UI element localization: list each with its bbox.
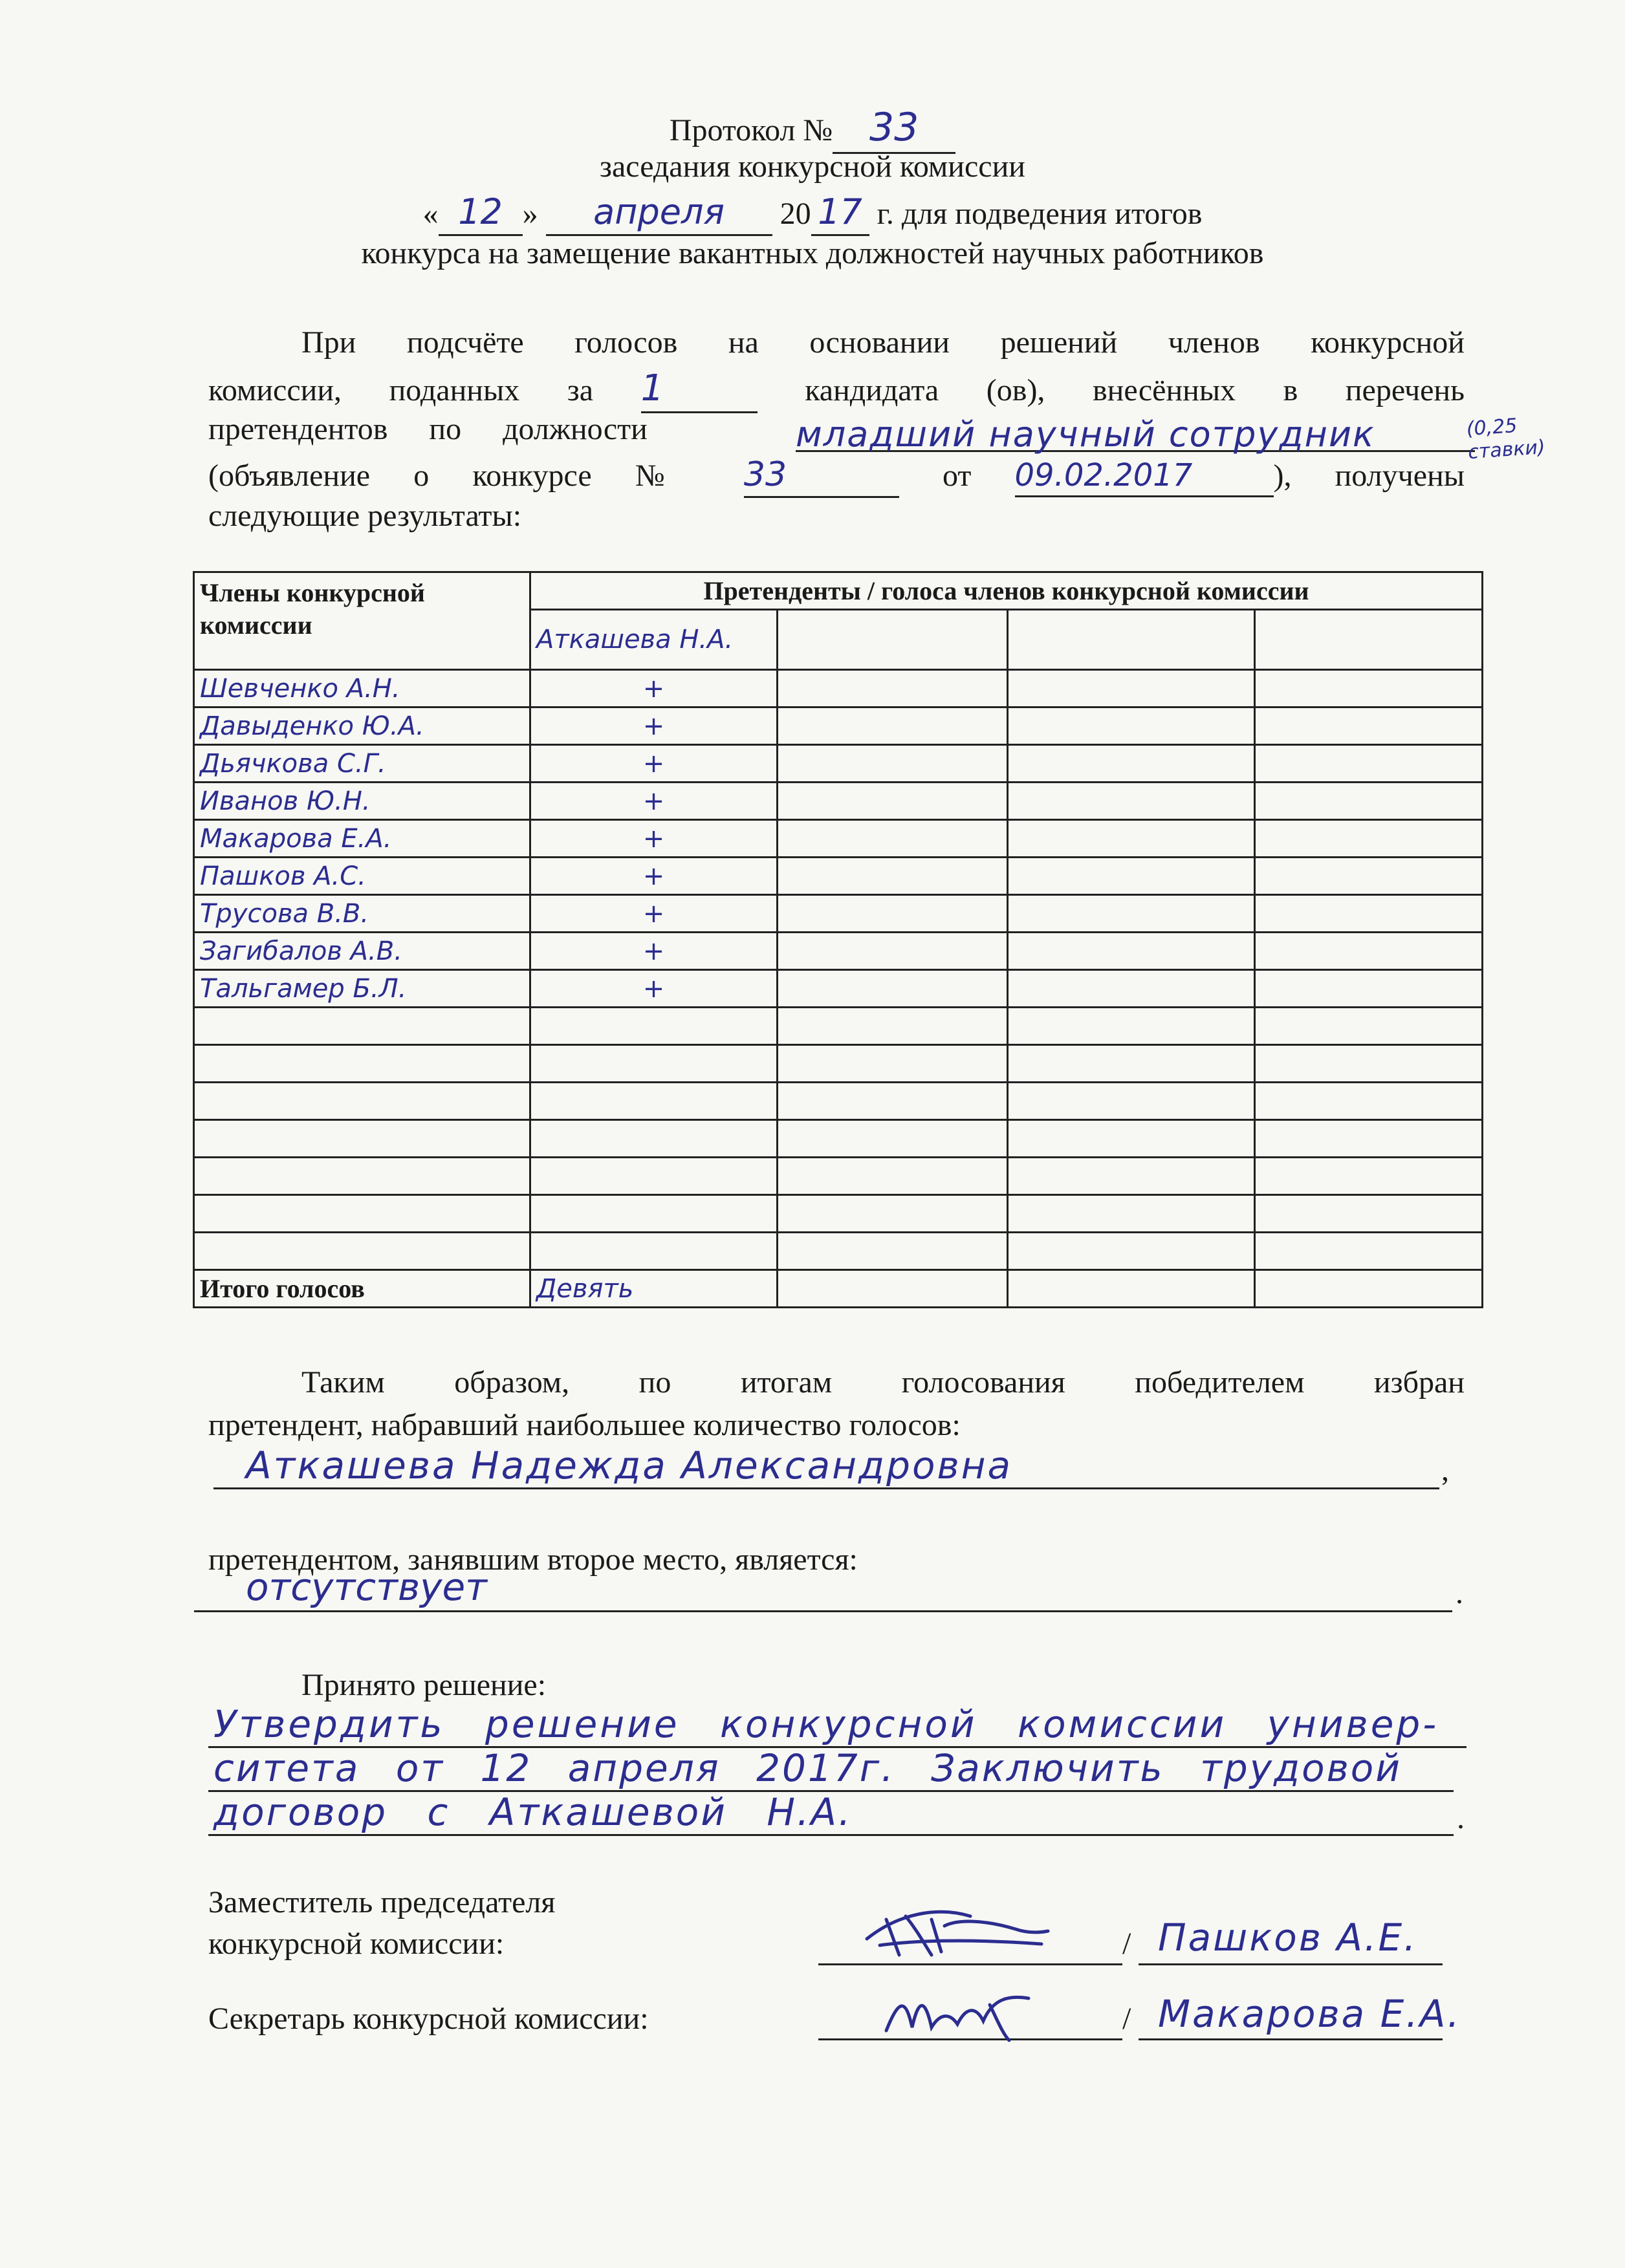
table-row bbox=[194, 670, 1483, 707]
second-place-punct: . bbox=[1456, 1576, 1463, 1610]
year-field bbox=[811, 190, 869, 236]
result-line-1: Таким образом, по итогам голосования победителем избран bbox=[301, 1365, 1465, 1399]
announcement-no-field bbox=[744, 454, 899, 498]
intro-line-3-label: претендентов по должности bbox=[208, 412, 648, 446]
empty-cell bbox=[1008, 970, 1255, 1008]
deputy-slash: / bbox=[1122, 1927, 1131, 1961]
empty-cell bbox=[1008, 933, 1255, 970]
vote-mark: + bbox=[530, 820, 778, 858]
member-name: Тальгамер Б.Л. bbox=[194, 970, 530, 1008]
intro-text-4c: ), получены bbox=[1273, 459, 1465, 493]
decision-text-1: Утвердить решение конкурсной комиссии универ- bbox=[213, 1702, 1439, 1746]
vote-mark: + bbox=[530, 933, 778, 970]
empty-cell bbox=[778, 858, 1008, 895]
total-label: Итого голосов bbox=[194, 1270, 530, 1308]
candidate-1-name: Аткашева Н.А. bbox=[530, 610, 778, 670]
header-line-2: заседания конкурсной комиссии bbox=[600, 149, 1025, 184]
decision-line-3 bbox=[208, 1834, 1454, 1836]
vote-mark: + bbox=[530, 745, 778, 783]
vote-mark: + bbox=[530, 670, 778, 707]
date-day-field bbox=[439, 190, 523, 236]
deputy-title-1: Заместитель председателя bbox=[208, 1885, 556, 1919]
candidates-count: 1 bbox=[640, 367, 664, 409]
candidates-count-field bbox=[641, 366, 758, 413]
empty-row bbox=[194, 1158, 1483, 1195]
empty-cell bbox=[778, 933, 1008, 970]
vote-mark: + bbox=[530, 707, 778, 745]
second-place-label: претендентом, занявшим второе место, является: bbox=[208, 1542, 858, 1577]
title-prefix: Протокол № bbox=[669, 113, 833, 147]
member-name: Иванов Ю.Н. bbox=[194, 783, 530, 820]
vote-mark: + bbox=[530, 970, 778, 1008]
member-name: Трусова В.В. bbox=[194, 895, 530, 933]
empty-row bbox=[194, 1083, 1483, 1120]
protocol-title bbox=[0, 103, 1625, 154]
deputy-name: Пашков А.Е. bbox=[1158, 1916, 1418, 1960]
empty-cell bbox=[778, 745, 1008, 783]
announcement-date: 09.02.2017 bbox=[1014, 457, 1193, 493]
intro-text-4b: от bbox=[943, 459, 972, 493]
empty-cell bbox=[1255, 858, 1483, 895]
result-line-2: претендент, набравший наибольшее количество голосов: bbox=[208, 1408, 961, 1442]
member-name: Макарова Е.А. bbox=[194, 820, 530, 858]
candidate-4-name bbox=[1255, 610, 1483, 670]
quote-close: » bbox=[522, 197, 538, 231]
intro-text-1: При подсчёте голосов на основании решений членов конкурсной bbox=[301, 325, 1465, 360]
member-name: Пашков А.С. bbox=[194, 858, 530, 895]
table-row bbox=[194, 858, 1483, 895]
empty-cell bbox=[778, 670, 1008, 707]
secretary-name-line bbox=[1139, 2038, 1443, 2040]
winner-line bbox=[213, 1487, 1439, 1489]
empty-cell bbox=[778, 1270, 1008, 1308]
table-row bbox=[194, 707, 1483, 745]
table-row bbox=[194, 745, 1483, 783]
header-date-line bbox=[0, 190, 1625, 236]
empty-cell bbox=[1008, 783, 1255, 820]
table-row bbox=[194, 970, 1483, 1008]
decision-punct: . bbox=[1457, 1801, 1465, 1835]
decision-label: Принято решение: bbox=[301, 1668, 547, 1702]
empty-row bbox=[194, 1008, 1483, 1045]
empty-cell bbox=[1255, 895, 1483, 933]
intro-line-2 bbox=[208, 366, 1465, 413]
protocol-number: 33 bbox=[869, 105, 919, 150]
vote-mark: + bbox=[530, 783, 778, 820]
winner-punct: , bbox=[1441, 1453, 1449, 1487]
intro-line-1 bbox=[301, 323, 1465, 362]
intro-text-4a: (объявление о конкурсе № bbox=[208, 459, 701, 493]
empty-cell bbox=[1255, 670, 1483, 707]
empty-cell bbox=[1008, 858, 1255, 895]
votes-table bbox=[193, 571, 1483, 1308]
date-month: апреля bbox=[593, 191, 725, 232]
empty-cell bbox=[1255, 707, 1483, 745]
empty-row bbox=[194, 1233, 1483, 1270]
empty-cell bbox=[778, 895, 1008, 933]
empty-cell bbox=[778, 820, 1008, 858]
date-month-field bbox=[546, 190, 772, 236]
year-suffix: 17 bbox=[818, 191, 862, 232]
empty-cell bbox=[1008, 1270, 1255, 1308]
intro-line-4 bbox=[208, 454, 1465, 498]
winner-name: Аткашева Надежда Александровна bbox=[246, 1443, 1013, 1487]
second-place-value: отсутствует bbox=[246, 1565, 487, 1609]
col-candidates-header: Претенденты / голоса членов конкурсной комиссии bbox=[530, 572, 1483, 610]
quote-open: « bbox=[422, 197, 439, 231]
secretary-signature bbox=[880, 1979, 1048, 2044]
empty-cell bbox=[1008, 707, 1255, 745]
empty-row bbox=[194, 1120, 1483, 1158]
empty-cell bbox=[778, 707, 1008, 745]
table-row bbox=[194, 783, 1483, 820]
secretary-slash: / bbox=[1122, 2002, 1131, 2036]
intro-line-5: следующие результаты: bbox=[208, 499, 522, 533]
member-name: Дьячкова С.Г. bbox=[194, 745, 530, 783]
deputy-signature bbox=[860, 1894, 1054, 1965]
member-name: Загибалов А.В. bbox=[194, 933, 530, 970]
protocol-number-field bbox=[833, 103, 955, 154]
empty-row bbox=[194, 1195, 1483, 1233]
table-row bbox=[194, 820, 1483, 858]
empty-cell bbox=[1008, 895, 1255, 933]
empty-cell bbox=[1008, 745, 1255, 783]
decision-text-3: договор с Аткашевой Н.А. bbox=[213, 1790, 853, 1834]
position-field bbox=[796, 414, 1475, 455]
header-line-3-rest: г. для подведения итогов bbox=[877, 197, 1203, 231]
table-row bbox=[194, 933, 1483, 970]
position-note: (0,25 ставки) bbox=[1465, 414, 1546, 464]
candidate-3-name bbox=[1008, 610, 1255, 670]
secretary-name: Макарова Е.А. bbox=[1158, 1992, 1461, 2036]
vote-mark: + bbox=[530, 858, 778, 895]
member-name: Шевченко А.Н. bbox=[194, 670, 530, 707]
year-prefix: 20 bbox=[780, 197, 811, 231]
deputy-name-line bbox=[1139, 1963, 1443, 1965]
second-place-line bbox=[194, 1610, 1452, 1612]
empty-cell bbox=[778, 783, 1008, 820]
empty-cell bbox=[1255, 745, 1483, 783]
empty-cell bbox=[1255, 970, 1483, 1008]
table-row bbox=[194, 895, 1483, 933]
total-value: Девять bbox=[530, 1270, 778, 1308]
empty-cell bbox=[1255, 933, 1483, 970]
empty-row bbox=[194, 1045, 1483, 1083]
empty-cell bbox=[1008, 820, 1255, 858]
date-day: 12 bbox=[458, 191, 503, 232]
candidate-2-name bbox=[778, 610, 1008, 670]
table-header-row bbox=[194, 572, 1483, 610]
vote-mark: + bbox=[530, 895, 778, 933]
empty-cell bbox=[1255, 820, 1483, 858]
empty-cell bbox=[778, 970, 1008, 1008]
empty-cell bbox=[1255, 783, 1483, 820]
header-line-4: конкурса на замещение вакантных должностей научных работников bbox=[361, 236, 1264, 270]
intro-text-2b: кандидата (ов), внесённых в перечень bbox=[805, 373, 1465, 407]
empty-cell bbox=[1008, 670, 1255, 707]
position-value: младший научный сотрудник bbox=[796, 414, 1375, 455]
deputy-title-2: конкурсной комиссии: bbox=[208, 1927, 505, 1961]
empty-cell bbox=[1255, 1270, 1483, 1308]
intro-text-2a: комиссии, поданных за bbox=[208, 373, 594, 407]
decision-text-2: ситета от 12 апреля 2017г. Заключить трудовой bbox=[213, 1746, 1402, 1790]
announcement-date-field bbox=[1015, 456, 1274, 497]
announcement-no: 33 bbox=[743, 455, 787, 494]
col-members-header: Члены конкурсной комиссии bbox=[194, 572, 530, 670]
total-row bbox=[194, 1270, 1483, 1308]
secretary-title: Секретарь конкурсной комиссии: bbox=[208, 2002, 649, 2036]
member-name: Давыденко Ю.А. bbox=[194, 707, 530, 745]
